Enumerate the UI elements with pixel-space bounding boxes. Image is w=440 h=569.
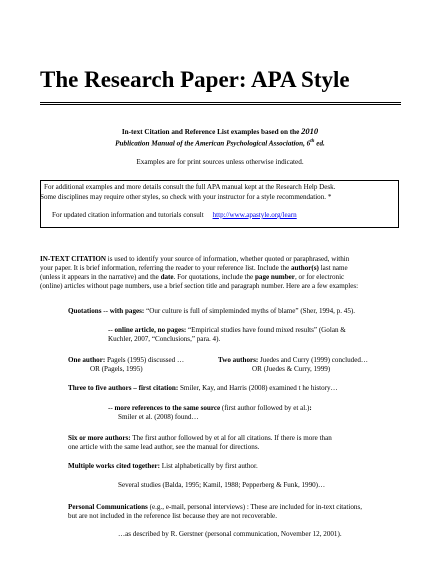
intext-l3-e: , or for electronic — [294, 273, 345, 281]
intext-l1-text: is used to identify your source of information, whether quoted or paraphrased, within — [106, 255, 350, 263]
one-author-text: Pagels (1995) discussed … — [105, 356, 185, 364]
six-authors-label: Six or more authors: — [68, 434, 131, 442]
box-line-1: For additional examples and more details consult the full APA manual kept at the Research Help Desk. — [44, 183, 336, 191]
intext-l3-a: (unless it appears in the narrative) and the — [40, 273, 161, 281]
three-five-text: Smiler, Kay, and Harris (2008) examined t he history… — [178, 384, 338, 392]
multiple-works-example: Several studies (Balda, 1995; Kamil, 1988; Pepperberg & Funk, 1990)… — [118, 481, 326, 489]
multiple-works-line — [68, 462, 258, 472]
page-title: The Research Paper: APA Style — [40, 67, 350, 92]
more-refs-text: (first author followed by et al.) — [220, 404, 310, 412]
one-author-label: One author: — [68, 356, 106, 364]
intro-line-2 — [40, 137, 400, 148]
more-refs-example: Smiler et al. (2008) found… — [118, 413, 199, 421]
personal-comm-text: (e.g., e-mail, personal interviews) : These are included for in-text citations, — [147, 503, 362, 511]
title-rule-bottom — [40, 104, 401, 105]
edition-suffix: ed. — [314, 139, 325, 148]
publication-manual: Publication Manual of the American Psychological Association, 6 — [115, 139, 311, 148]
box-line-2: Some disciplines may require other styles, so check with your instructor for a style recommendation. * — [40, 193, 332, 201]
one-author-or: OR (Pagels, 1995) — [90, 365, 143, 373]
six-authors-line-2: one article with the same lead author, see the manual for directions. — [68, 443, 260, 451]
two-authors-label: Two authors: — [218, 356, 259, 364]
quotations-dash: -- — [101, 307, 110, 315]
six-authors-text: The first author followed by et al for all citations. If there is more than — [130, 434, 332, 442]
box-line-3 — [52, 211, 297, 221]
intext-l3-date: date — [160, 273, 174, 281]
intro-text: In-text Citation and Reference List examples based on the — [121, 128, 300, 136]
intro-line-1 — [40, 126, 400, 137]
more-refs-dash: -- — [108, 404, 115, 412]
intext-l2-end: last name — [318, 264, 348, 272]
more-refs-colon: : — [309, 404, 312, 412]
quotations-line — [68, 307, 355, 317]
box-line-3-text: For updated citation information and tutorials consult — [52, 211, 204, 219]
intext-l3-c: . For quotations, include the — [173, 273, 255, 281]
multiple-works-text: List alphabetically by first author. — [160, 462, 258, 470]
print-sources-note: Examples are for print sources unless otherwise indicated. — [136, 158, 304, 166]
edition-year: 2010 — [301, 126, 319, 136]
multiple-works-label: Multiple works cited together: — [68, 462, 161, 470]
intext-l2-author: author(s) — [290, 264, 319, 272]
intext-l3-page: page number — [254, 273, 295, 281]
quote-example-2b: Kuchler, 2007, “Conclusions,” para. 4). — [108, 335, 221, 343]
intext-l2-text: your paper. It is brief information, referring the reader to your reference list. Include the — [40, 264, 291, 272]
with-pages-label: with pages: — [109, 307, 145, 315]
three-five-line — [68, 384, 338, 394]
online-label: online article, no pages: — [114, 326, 187, 334]
quote-example-1: “Our culture is full of simpleminded myths of blame” (Sher, 1994, p. 45). — [144, 307, 356, 315]
personal-comm-example: …as described by R. Gerstner (personal communication, November 12, 2001). — [118, 530, 342, 538]
apastyle-link[interactable]: http://www.apastyle.org/learn — [212, 211, 297, 219]
two-authors-text: Juedes and Curry (1999) concluded… — [258, 356, 368, 364]
more-refs-label: more references to the same source — [114, 404, 221, 412]
quotations-label: Quotations — [68, 307, 102, 315]
personal-comm-label: Personal Communications — [68, 503, 148, 511]
quote-example-2a: “Empirical studies have found mixed results” (Golan & — [186, 326, 346, 334]
three-five-label: Three to five authors – first citation: — [68, 384, 179, 392]
two-authors-or: OR (Juedes & Curry, 1999) — [252, 365, 331, 373]
online-dash: -- — [108, 326, 115, 334]
intext-heading: IN-TEXT CITATION — [40, 255, 107, 263]
personal-comm-line-2: but are not included in the reference list because they are not recoverable. — [68, 512, 277, 520]
title-rule-top — [40, 102, 401, 103]
intext-line-4: (online) articles without page numbers, use a brief section title and paragraph number. Here are a few examples: — [40, 282, 359, 290]
edition-sup: th — [310, 139, 315, 144]
